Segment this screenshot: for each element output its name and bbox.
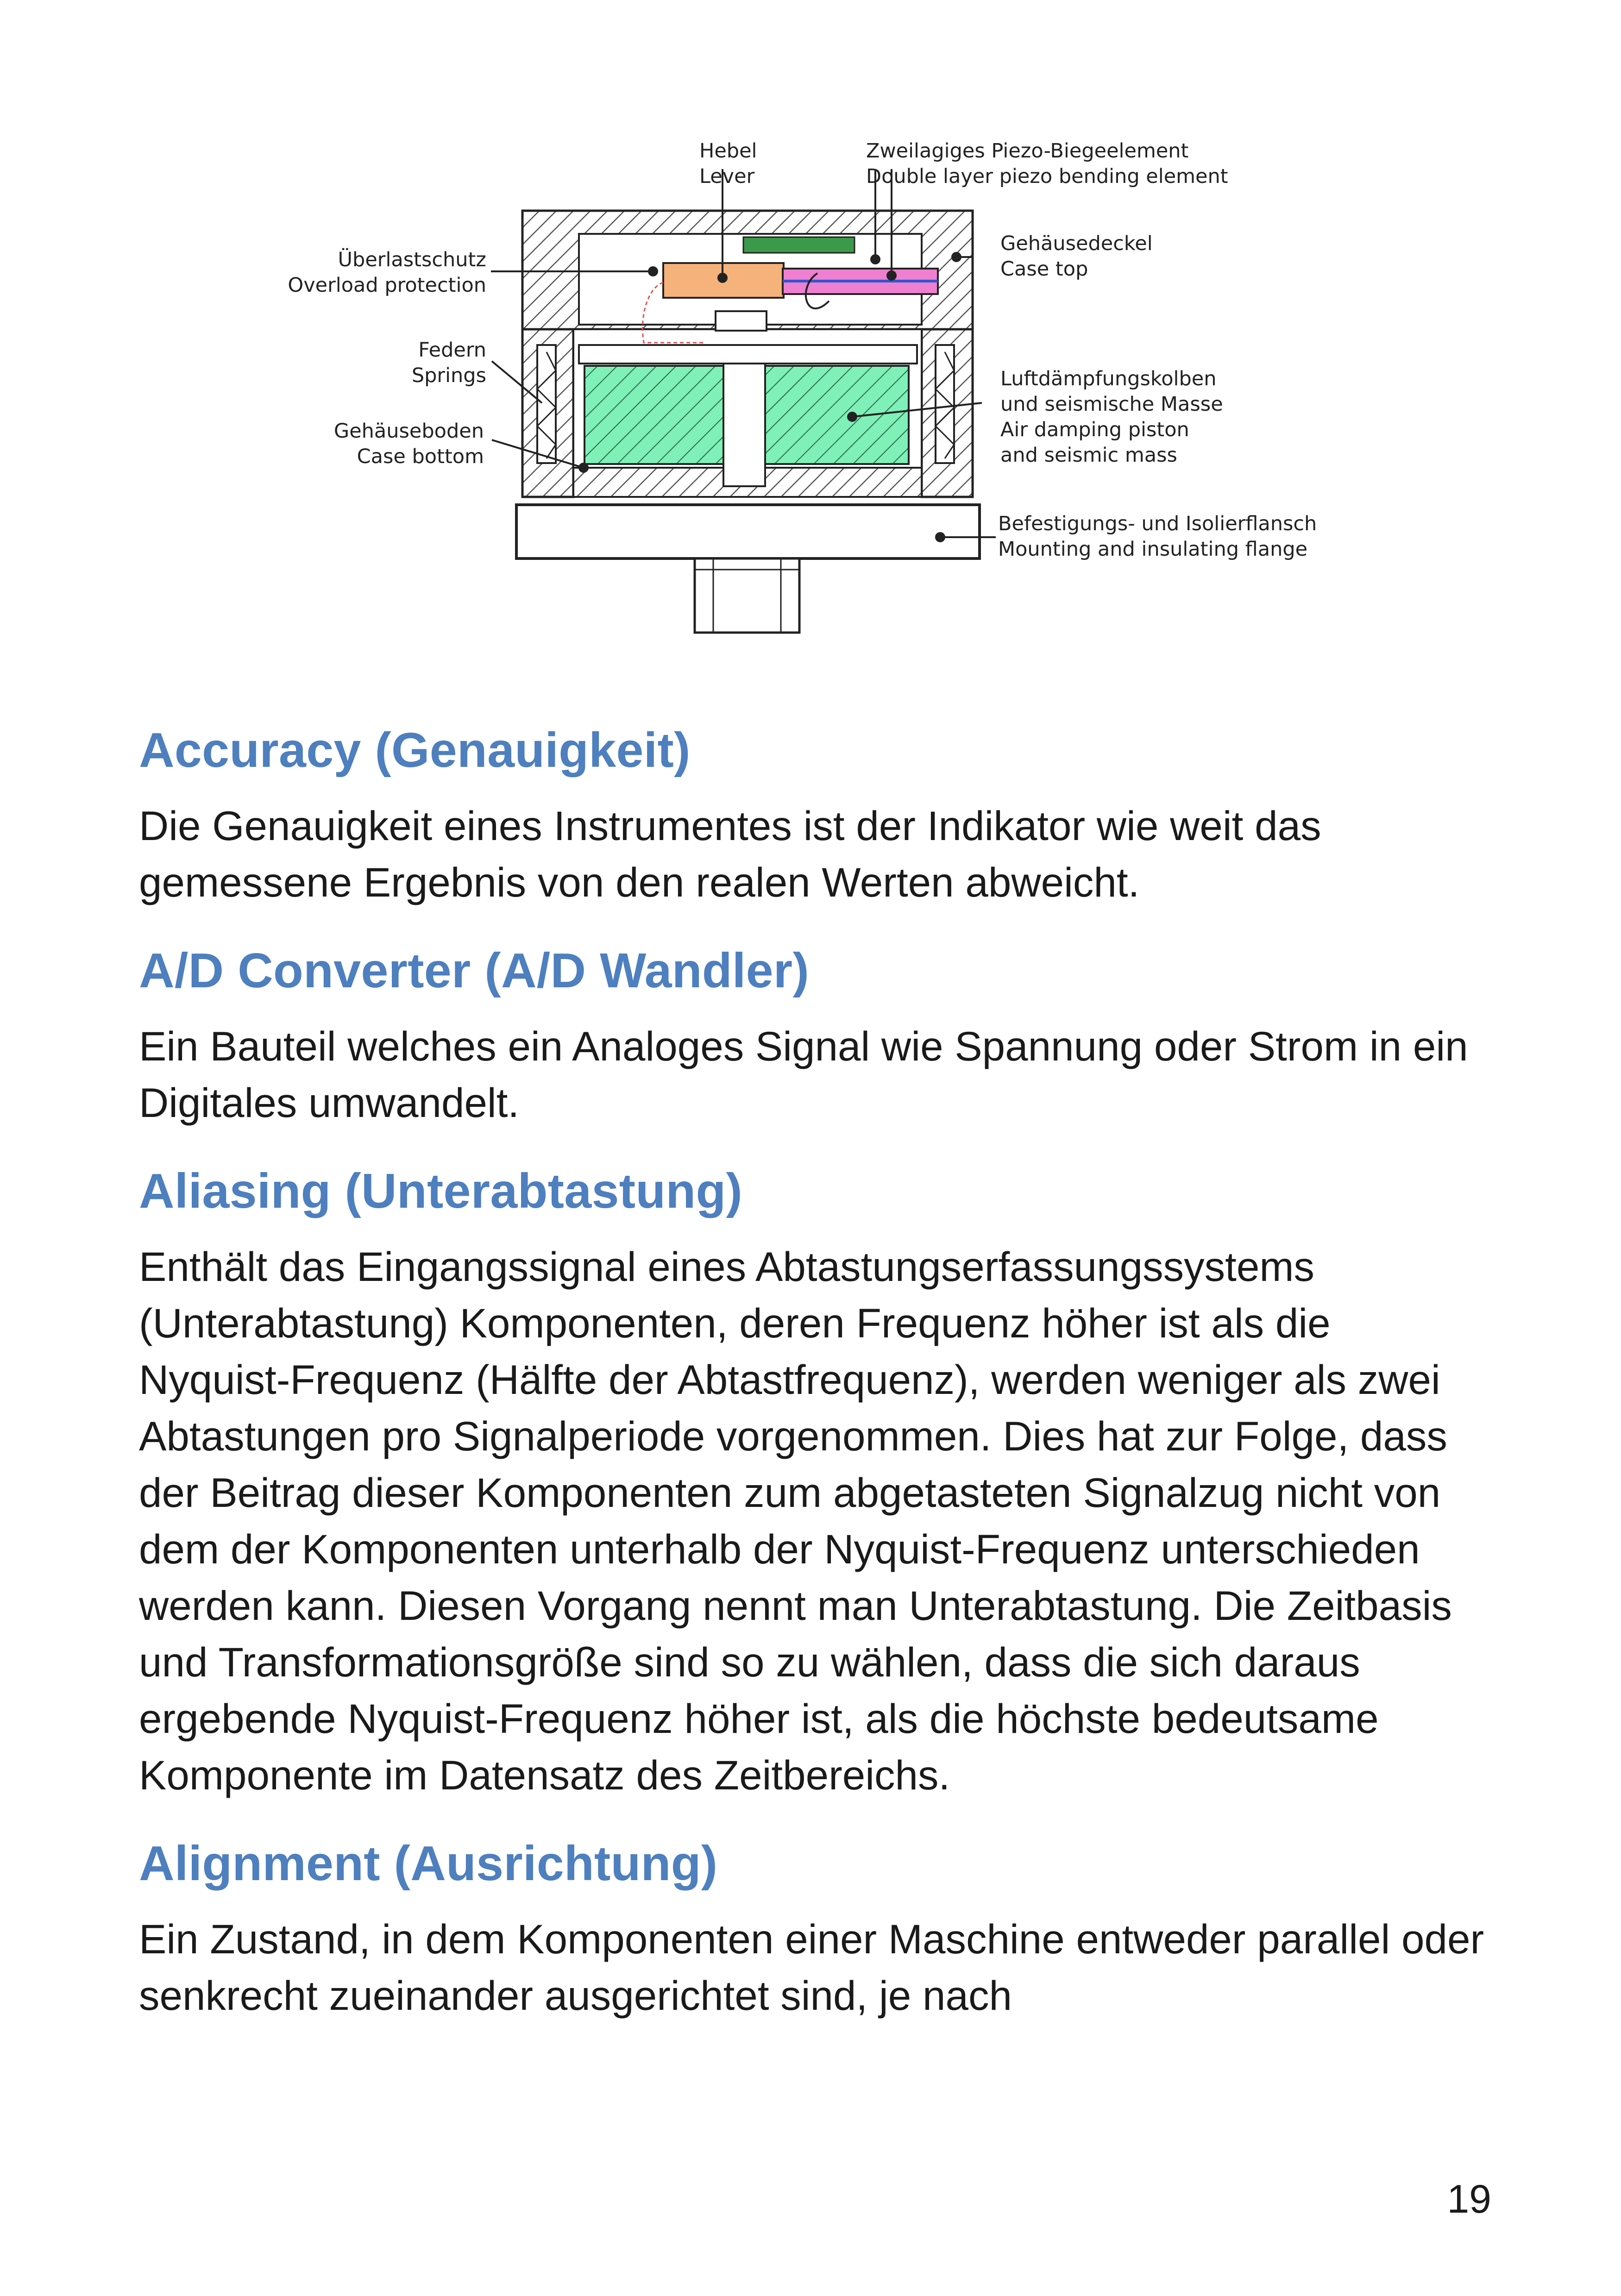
- label-springs-de: Federn: [418, 339, 486, 362]
- label-case-bottom-en: Case bottom: [357, 445, 484, 468]
- label-lever-de: Hebel: [699, 139, 757, 163]
- label-overload-en: Overload protection: [288, 274, 486, 297]
- entry-body-accuracy: Die Genauigkeit eines Instrumentes ist der Indikator wie weit das gemessene Ergebnis von den realen Werten abweicht.: [139, 802, 1321, 905]
- label-piston-de-1: Luftdämpfungskolben: [1000, 367, 1217, 390]
- label-piezo-en: Double layer piezo bending element: [866, 165, 1228, 188]
- label-overload-de: Überlastschutz: [338, 248, 486, 271]
- label-case-bottom-de: Gehäuseboden: [333, 420, 484, 443]
- label-flange-en: Mounting and insulating flange: [998, 538, 1308, 561]
- label-piston-en-2: and seismic mass: [1000, 444, 1177, 467]
- page-number: 19: [1447, 2177, 1491, 2221]
- label-springs-en: Springs: [411, 364, 486, 387]
- mounting-flange-shape: [516, 505, 980, 558]
- mounting-stud-shape: [695, 558, 799, 633]
- glossary-entry: [139, 943, 1491, 1131]
- entry-body-ad-converter: Ein Bauteil welches ein Analoges Signal wie Spannung oder Strom in ein Digitales umwandelt.: [139, 1023, 1468, 1126]
- label-lever-en: Lever: [699, 165, 755, 188]
- glossary-entry: [139, 722, 1491, 910]
- entry-title-alignment: Alignment (Ausrichtung): [139, 1836, 718, 1891]
- label-case-top-de: Gehäusedeckel: [1000, 232, 1153, 255]
- label-case-top-en: Case top: [1000, 257, 1088, 281]
- glossary-entry: [139, 1836, 1491, 2024]
- entry-title-aliasing: Aliasing (Unterabtastung): [139, 1163, 743, 1218]
- label-piezo-de: Zweilagiges Piezo-Biegeelement: [866, 139, 1189, 163]
- sensor-cross-section-figure: [0, 0, 1621, 658]
- label-flange-de: Befestigungs- und Isolierflansch: [998, 512, 1317, 535]
- glossary-content: [139, 722, 1491, 2056]
- entry-body-alignment: Ein Zustand, in dem Komponenten einer Maschine entweder parallel oder senkrecht zueinander ausgerichtet sind, je nach: [139, 1915, 1484, 2019]
- glossary-entry: [139, 1163, 1491, 1803]
- entry-body-aliasing: Enthält das Eingangssignal eines Abtastungserfassungssystems (Unterabtastung) Komponenten, deren Frequenz höher ist als die Nyquist-Frequenz (Hälfte der Abtastfrequenz), werden weniger als zwei Abtastungen pro Signalperiode vorgenommen. Dies hat zur Folge, dass der Beitrag dieser Komponenten zum abgetasteten Signalzug nicht von dem der Komponenten unterhalb der Nyquist-Frequenz unterschieden werden kann. Diesen Vorgang nennt man Unterabtastung. Die Zeitbasis und Transformationsgröße sind so zu wählen, dass die sich daraus ergebende Nyquist-Frequenz höher ist, als die höchste bedeutsame Komponente im Datensatz des Zeitbereichs.: [139, 1243, 1452, 1798]
- entry-title-ad-converter: A/D Converter (A/D Wandler): [139, 943, 810, 998]
- label-piston-de-2: und seismische Masse: [1000, 393, 1223, 416]
- label-piston-en-1: Air damping piston: [1000, 418, 1189, 441]
- entry-title-accuracy: Accuracy (Genauigkeit): [139, 723, 691, 778]
